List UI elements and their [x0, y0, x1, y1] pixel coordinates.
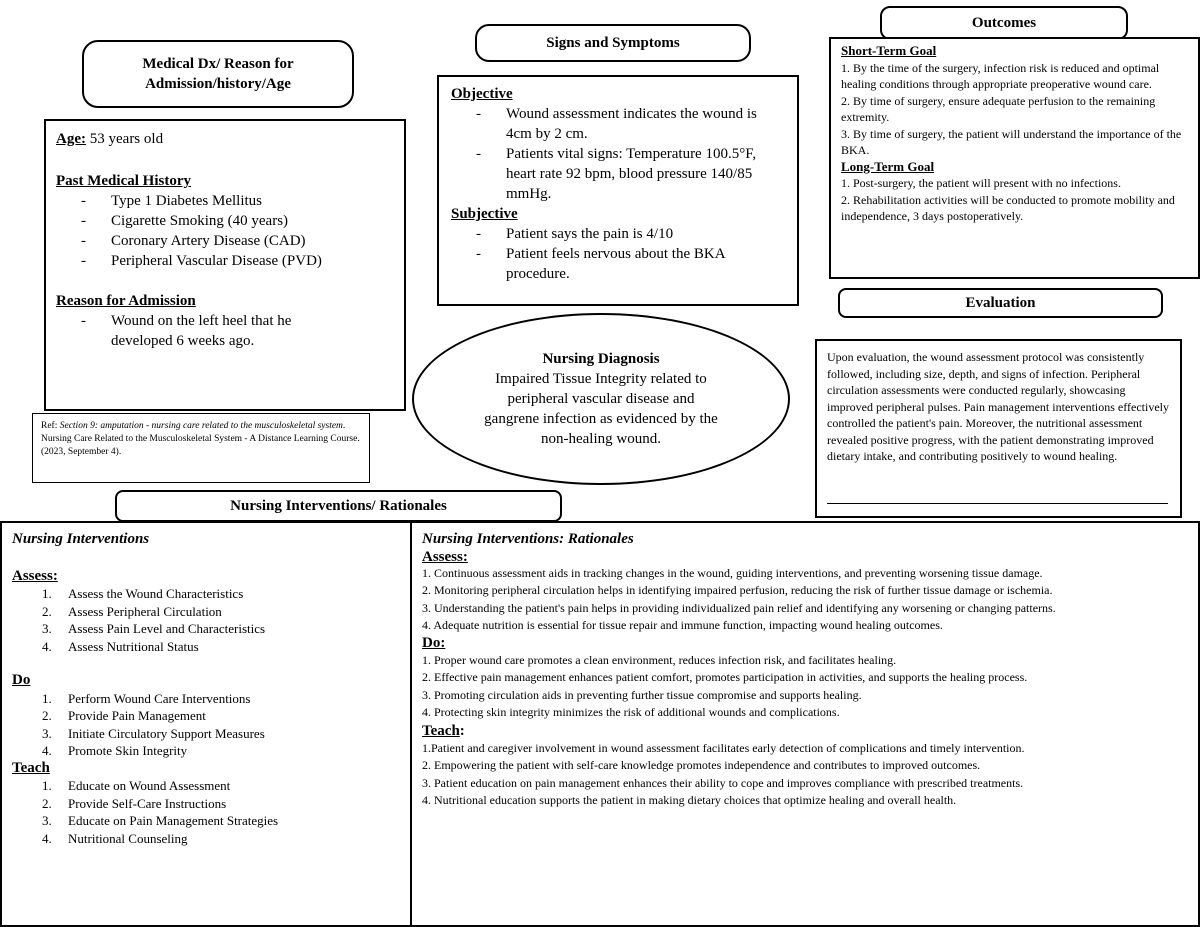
list-item: - Type 1 Diabetes Mellitus [111, 191, 394, 211]
short-goal-2: 2. By time of surgery, ensure adequate perfusion to the remaining extremity. [841, 93, 1156, 124]
age-label: Age: [56, 131, 86, 147]
list-item: - Coronary Artery Disease (CAD) [111, 231, 394, 251]
outcomes-box [829, 37, 1200, 279]
pmh-list [56, 191, 394, 271]
rationale-assess-1: 1. Continuous assessment aids in tracking changes in the wound, guiding interventions, and preventing worsening tissue damage. [422, 565, 1043, 580]
rationale-do-4: 4. Protecting skin integrity minimizes the risk of additional wounds and complications. [422, 705, 840, 719]
signs-box [437, 75, 799, 306]
list-item: - Patient feels nervous about the BKA procedure. [506, 244, 785, 284]
list-item: 1. Educate on Wound Assessment [42, 778, 231, 793]
list-item: - Cigarette Smoking (40 years) [111, 211, 394, 231]
list-item: - Wound assessment indicates the wound is 4cm by 2 cm. [506, 104, 785, 144]
interventions-teach-heading: Teach [12, 759, 50, 776]
list-item: 4. Promote Skin Integrity [42, 743, 188, 758]
diagnosis-text: Impaired Tissue Integrity related to peripheral vascular disease and gangrene infection as evidenced by the non-healing wound. [484, 371, 718, 447]
signs-symptoms-title: Signs and Symptoms [475, 24, 751, 62]
rationale-assess-3: 3. Understanding the patient's pain helps in providing individualized pain relief and identifying any worsening or changing patterns. [422, 600, 1056, 615]
subjective-heading: Subjective [451, 206, 518, 222]
rationale-teach-2: 2. Empowering the patient with self-care knowledge promotes independence and contributes to improved outcomes. [422, 758, 981, 772]
medical-dx-title: Medical Dx/ Reason for Admission/history/Age [82, 40, 354, 108]
interventions-banner: Nursing Interventions/ Rationales [115, 490, 562, 522]
reason-heading: Reason for Admission [56, 293, 196, 309]
rationales-teach-heading: Teach: [422, 722, 465, 739]
list-item: 3. Initiate Circulatory Support Measures [42, 725, 265, 741]
evaluation-underline [827, 503, 1168, 504]
list-item: 4. Assess Nutritional Status [42, 638, 199, 654]
evaluation-title: Evaluation [838, 288, 1163, 318]
reference-box: Ref: Section 9: amputation - nursing care related to the musculoskeletal system. Nursing Care Related to the Musculoskeletal System - A Distance Learning Course. (2023, September 4). [32, 413, 370, 483]
rationales-assess-heading: Assess: [422, 548, 468, 565]
short-term-heading: Short-Term Goal [841, 43, 937, 58]
rationale-teach-3: 3. Patient education on pain management enhances their ability to cope and improves compliance with prescribed treatments. [422, 775, 1024, 790]
objective-list [451, 104, 785, 204]
outcomes-title: Outcomes [880, 6, 1128, 40]
diagnosis-title: Nursing Diagnosis [542, 351, 660, 367]
rationale-do-1: 1. Proper wound care promotes a clean environment, reduces infection risk, and facilitates healing. [422, 652, 897, 667]
interventions-title: Nursing Interventions [12, 531, 150, 547]
interventions-teach-list [12, 777, 400, 847]
interventions-box [0, 521, 412, 927]
long-goal-1: 1. Post-surgery, the patient will present with no infections. [841, 176, 1121, 190]
interventions-assess-heading: Assess: [12, 567, 58, 584]
rationale-teach-1: 1.Patient and caregiver involvement in wound assessment facilitates early detection of complications and timely intervention. [422, 740, 1025, 755]
rationale-assess-4: 4. Adequate nutrition is essential for tissue repair and immune function, impacting wound healing outcomes. [422, 618, 943, 632]
subjective-list [451, 224, 785, 284]
short-goal-3: 3. By time of surgery, the patient will understand the importance of the BKA. [841, 126, 1182, 157]
list-item: - Wound on the left heel that he developed 6 weeks ago. [111, 311, 351, 351]
interventions-do-list [12, 690, 400, 760]
list-item: 2. Provide Self-Care Instructions [42, 795, 227, 811]
medical-history-box [44, 119, 406, 411]
list-item: 1. Assess the Wound Characteristics [42, 586, 244, 601]
list-item: 4. Nutritional Counseling [42, 830, 188, 846]
rationale-teach-4: 4. Nutritional education supports the patient in making dietary choices that optimize healing and overall health. [422, 793, 957, 807]
evaluation-box [815, 339, 1182, 518]
short-goal-1: 1. By the time of the surgery, infection risk is reduced and optimal healing conditions through appropriate preoperative wound care. [841, 60, 1160, 91]
list-item: 3. Educate on Pain Management Strategies [42, 813, 279, 828]
rationales-box [410, 521, 1200, 927]
list-item: 3. Assess Pain Level and Characteristics [42, 621, 266, 636]
list-item: - Patients vital signs: Temperature 100.5°F, heart rate 92 bpm, blood pressure 140/85 mmHg. [506, 144, 785, 204]
rationale-do-3: 3. Promoting circulation aids in preventing further tissue compromise and supports healing. [422, 687, 862, 702]
list-item: 1. Perform Wound Care Interventions [42, 690, 251, 706]
reason-list [56, 311, 351, 351]
list-item: 2. Provide Pain Management [42, 708, 206, 723]
evaluation-text: Upon evaluation, the wound assessment protocol was consistently followed, including size, depth, and signs of infection. Peripheral circulation assessments were conducted regularly, showcasing improved peripheral pulses. Pain management interventions effectively controlled the patient's pain. Moreover, the nutritional assessment revealed positive progress, with the patient demonstrating improved dietary intake, and contributing positively to wound healing. [827, 350, 1170, 463]
list-item: - Patient says the pain is 4/10 [506, 224, 785, 244]
nursing-diagnosis-ellipse [412, 313, 790, 485]
rationales-do-heading: Do: [422, 634, 446, 651]
pmh-heading: Past Medical History [56, 173, 191, 189]
rationale-do-2: 2. Effective pain management enhances patient comfort, promotes participation in activities, and supports the healing process. [422, 670, 1028, 684]
list-item: 2. Assess Peripheral Circulation [42, 603, 222, 619]
interventions-do-heading: Do [12, 672, 31, 688]
objective-heading: Objective [451, 86, 513, 102]
interventions-assess-list [12, 585, 400, 655]
rationale-assess-2: 2. Monitoring peripheral circulation helps in identifying impaired perfusion, reducing the risk of further tissue damage or ischemia. [422, 583, 1053, 597]
age-line: Age: 53 years old [56, 131, 164, 147]
list-item: - Peripheral Vascular Disease (PVD) [111, 251, 394, 271]
long-term-heading: Long-Term Goal [841, 158, 935, 174]
rationales-title: Nursing Interventions: Rationales [422, 531, 634, 547]
long-goal-2: 2. Rehabilitation activities will be conducted to promote mobility and independence, 3 days postoperatively. [841, 192, 1175, 223]
